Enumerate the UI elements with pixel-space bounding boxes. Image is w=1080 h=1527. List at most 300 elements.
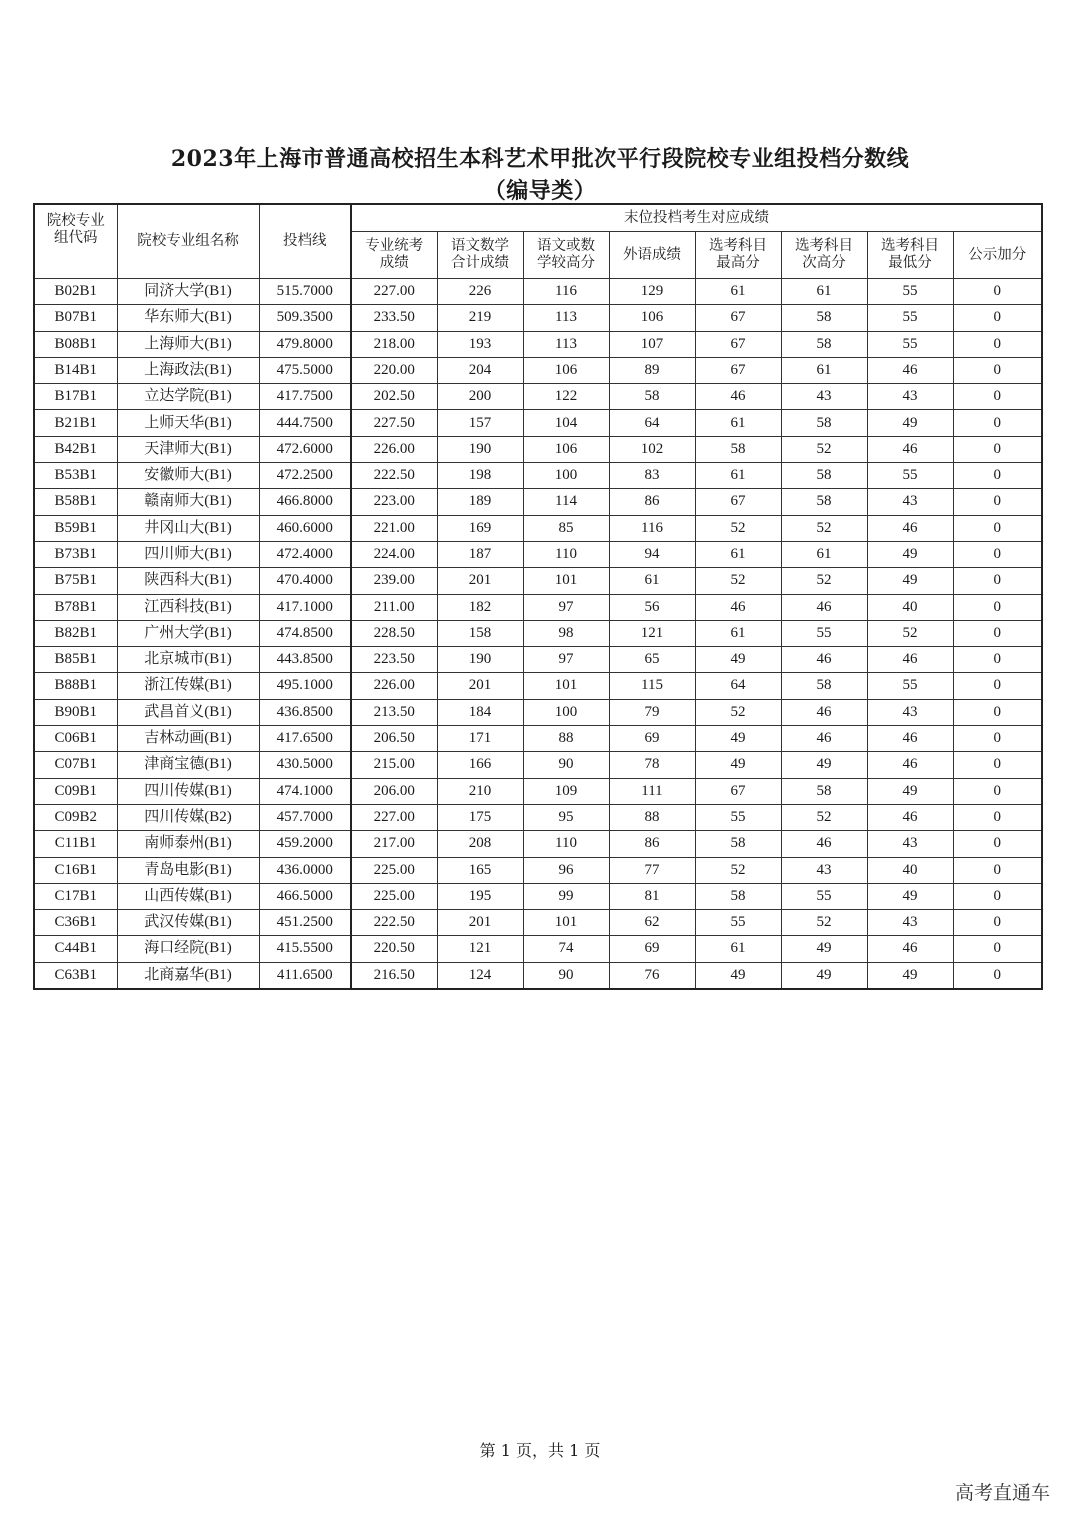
table-cell: 225.00 (351, 883, 437, 909)
table-cell: 52 (781, 515, 867, 541)
table-cell: 0 (953, 883, 1042, 909)
table-cell: 417.6500 (259, 726, 351, 752)
table-cell: 221.00 (351, 515, 437, 541)
table-cell: 0 (953, 410, 1042, 436)
table-cell: 88 (609, 804, 695, 830)
table-cell: 58 (781, 778, 867, 804)
table-cell: 46 (781, 647, 867, 673)
table-cell: 67 (695, 305, 781, 331)
table-cell: 67 (695, 778, 781, 804)
table-cell: 52 (695, 515, 781, 541)
table-cell: 46 (695, 384, 781, 410)
table-cell: 四川传媒(B2) (117, 804, 259, 830)
table-cell: 121 (609, 620, 695, 646)
table-cell: 49 (781, 962, 867, 989)
table-cell: C17B1 (34, 883, 117, 909)
table-cell: 111 (609, 778, 695, 804)
table-cell: 201 (437, 673, 523, 699)
table-cell: 495.1000 (259, 673, 351, 699)
table-cell: 239.00 (351, 568, 437, 594)
table-cell: 104 (523, 410, 609, 436)
header-code: 院校专业 组代码 (34, 204, 117, 279)
table-cell: 40 (867, 857, 953, 883)
table-cell: 77 (609, 857, 695, 883)
table-cell: 165 (437, 857, 523, 883)
table-cell: 95 (523, 804, 609, 830)
table-cell: 0 (953, 647, 1042, 673)
table-cell: 451.2500 (259, 910, 351, 936)
table-cell: 217.00 (351, 831, 437, 857)
table-cell: 0 (953, 436, 1042, 462)
table-cell: 61 (609, 568, 695, 594)
table-row (34, 752, 1042, 778)
table-cell: C44B1 (34, 936, 117, 962)
table-cell: 436.0000 (259, 857, 351, 883)
page-subtitle: （编导类） (483, 178, 597, 204)
table-cell: 0 (953, 568, 1042, 594)
table-cell: 90 (523, 962, 609, 989)
table-cell: 225.00 (351, 857, 437, 883)
table-cell: 0 (953, 804, 1042, 830)
table-cell: 190 (437, 436, 523, 462)
table-cell: 121 (437, 936, 523, 962)
table-cell: 52 (695, 699, 781, 725)
table-cell: 61 (695, 620, 781, 646)
table-cell: 171 (437, 726, 523, 752)
table-cell: 0 (953, 357, 1042, 383)
table-cell: B82B1 (34, 620, 117, 646)
table-cell: 79 (609, 699, 695, 725)
table-cell: 76 (609, 962, 695, 989)
table-row (34, 541, 1042, 567)
table-cell: 58 (695, 831, 781, 857)
table-cell: 61 (781, 279, 867, 305)
page-footer: 第 1 页，共 1 页 (479, 1441, 601, 1460)
table-cell: 67 (695, 331, 781, 357)
table-cell: 157 (437, 410, 523, 436)
table-cell: 169 (437, 515, 523, 541)
table-cell: 46 (695, 594, 781, 620)
table-cell: 206.50 (351, 726, 437, 752)
table-cell: C09B2 (34, 804, 117, 830)
table-cell: 46 (867, 752, 953, 778)
table-cell: 226.00 (351, 436, 437, 462)
table-row (34, 857, 1042, 883)
table-cell: 55 (867, 463, 953, 489)
table-cell: 474.8500 (259, 620, 351, 646)
table-cell: 219 (437, 305, 523, 331)
table-cell: 上海师大(B1) (117, 331, 259, 357)
table-cell: 61 (695, 279, 781, 305)
table-cell: 61 (695, 463, 781, 489)
table-row (34, 620, 1042, 646)
table-cell: 220.00 (351, 357, 437, 383)
table-cell: 227.00 (351, 804, 437, 830)
table-row (34, 831, 1042, 857)
table-cell: 201 (437, 910, 523, 936)
table-cell: 山西传媒(B1) (117, 883, 259, 909)
table-cell: 立达学院(B1) (117, 384, 259, 410)
table-cell: 46 (867, 936, 953, 962)
table-cell: 43 (867, 489, 953, 515)
table-cell: 466.5000 (259, 883, 351, 909)
table-cell: 赣南师大(B1) (117, 489, 259, 515)
table-cell: 74 (523, 936, 609, 962)
table-cell: 198 (437, 463, 523, 489)
table-cell: B59B1 (34, 515, 117, 541)
table-cell: 113 (523, 331, 609, 357)
table-cell: 0 (953, 620, 1042, 646)
table-cell: 49 (695, 962, 781, 989)
table-cell: 0 (953, 962, 1042, 989)
table-cell: 202.50 (351, 384, 437, 410)
table-cell: B07B1 (34, 305, 117, 331)
table-cell: 115 (609, 673, 695, 699)
subheader-2: 语文或数 学较高分 (523, 232, 609, 279)
table-cell: 515.7000 (259, 279, 351, 305)
table-cell: 华东师大(B1) (117, 305, 259, 331)
table-row (34, 699, 1042, 725)
table-cell: 46 (867, 647, 953, 673)
table-cell: B90B1 (34, 699, 117, 725)
table-cell: 218.00 (351, 331, 437, 357)
table-cell: 58 (609, 384, 695, 410)
table-cell: 227.50 (351, 410, 437, 436)
subheader-1: 语文数学 合计成绩 (437, 232, 523, 279)
table-cell: 天津师大(B1) (117, 436, 259, 462)
table-cell: 101 (523, 568, 609, 594)
table-cell: 58 (781, 410, 867, 436)
table-cell: 43 (867, 384, 953, 410)
table-cell: 青岛电影(B1) (117, 857, 259, 883)
table-cell: 52 (695, 857, 781, 883)
table-cell: 116 (609, 515, 695, 541)
table-cell: 475.5000 (259, 357, 351, 383)
table-cell: 113 (523, 305, 609, 331)
table-cell: 江西科技(B1) (117, 594, 259, 620)
table-cell: 216.50 (351, 962, 437, 989)
table-cell: 206.00 (351, 778, 437, 804)
brand-watermark: 高考直通车 (954, 1482, 1050, 1504)
table-cell: B42B1 (34, 436, 117, 462)
table-cell: 100 (523, 699, 609, 725)
table-cell: 61 (781, 541, 867, 567)
table-cell: 97 (523, 594, 609, 620)
subheader-5: 选考科目 次高分 (781, 232, 867, 279)
table-cell: 49 (867, 778, 953, 804)
table-cell: 124 (437, 962, 523, 989)
subheader-7: 公示加分 (953, 232, 1042, 279)
table-row (34, 384, 1042, 410)
table-cell: 78 (609, 752, 695, 778)
table-cell: 津商宝德(B1) (117, 752, 259, 778)
table-cell: 417.1000 (259, 594, 351, 620)
table-cell: 61 (695, 936, 781, 962)
table-cell: 417.7500 (259, 384, 351, 410)
table-cell: 55 (695, 910, 781, 936)
table-row (34, 778, 1042, 804)
table-cell: 96 (523, 857, 609, 883)
table-cell: 472.4000 (259, 541, 351, 567)
table-cell: 106 (609, 305, 695, 331)
table-row (34, 647, 1042, 673)
table-cell: 107 (609, 331, 695, 357)
table-cell: 457.7000 (259, 804, 351, 830)
table-cell: 浙江传媒(B1) (117, 673, 259, 699)
table-cell: 0 (953, 384, 1042, 410)
table-cell: 189 (437, 489, 523, 515)
table-cell: 43 (781, 384, 867, 410)
table-cell: C09B1 (34, 778, 117, 804)
table-cell: 海口经院(B1) (117, 936, 259, 962)
table-cell: 52 (781, 568, 867, 594)
table-cell: 227.00 (351, 279, 437, 305)
table-cell: C07B1 (34, 752, 117, 778)
table-row (34, 331, 1042, 357)
table-cell: 49 (867, 962, 953, 989)
table-row (34, 962, 1042, 989)
table-cell: 226 (437, 279, 523, 305)
table-cell: B78B1 (34, 594, 117, 620)
table-cell: 193 (437, 331, 523, 357)
table-cell: 466.8000 (259, 489, 351, 515)
table-cell: 58 (781, 489, 867, 515)
table-cell: 102 (609, 436, 695, 462)
table-cell: 97 (523, 647, 609, 673)
table-cell: 49 (781, 752, 867, 778)
page-title: 2023年上海市普通高校招生本科艺术甲批次平行段院校专业组投档分数线 (170, 146, 910, 172)
table-cell: 101 (523, 673, 609, 699)
table-cell: 175 (437, 804, 523, 830)
table-cell: 222.50 (351, 463, 437, 489)
table-cell: 116 (523, 279, 609, 305)
table-cell: 213.50 (351, 699, 437, 725)
header-name: 院校专业组名称 (117, 204, 259, 279)
table-cell: 46 (781, 726, 867, 752)
table-cell: 四川师大(B1) (117, 541, 259, 567)
table-cell: 129 (609, 279, 695, 305)
table-cell: 北商嘉华(B1) (117, 962, 259, 989)
table-cell: 223.00 (351, 489, 437, 515)
table-cell: 52 (781, 804, 867, 830)
table-cell: 99 (523, 883, 609, 909)
table-cell: 459.2000 (259, 831, 351, 857)
table-cell: 0 (953, 726, 1042, 752)
table-cell: B73B1 (34, 541, 117, 567)
table-cell: 106 (523, 357, 609, 383)
table-cell: C16B1 (34, 857, 117, 883)
table-cell: 0 (953, 752, 1042, 778)
table-cell: B53B1 (34, 463, 117, 489)
table-cell: 110 (523, 831, 609, 857)
table-cell: 四川传媒(B1) (117, 778, 259, 804)
subheader-6: 选考科目 最低分 (867, 232, 953, 279)
table-cell: 49 (695, 647, 781, 673)
table-cell: 85 (523, 515, 609, 541)
table-cell: 49 (695, 726, 781, 752)
table-cell: 444.7500 (259, 410, 351, 436)
table-cell: B88B1 (34, 673, 117, 699)
table-cell: 南师泰州(B1) (117, 831, 259, 857)
table-cell: 0 (953, 910, 1042, 936)
table-cell: 46 (781, 831, 867, 857)
table-row (34, 673, 1042, 699)
table-cell: 182 (437, 594, 523, 620)
table-cell: 190 (437, 647, 523, 673)
table-cell: 509.3500 (259, 305, 351, 331)
table-cell: 52 (695, 568, 781, 594)
table-cell: 89 (609, 357, 695, 383)
table-cell: 55 (781, 883, 867, 909)
table-cell: 86 (609, 489, 695, 515)
table-cell: 474.1000 (259, 778, 351, 804)
table-cell: 49 (695, 752, 781, 778)
table-cell: 广州大学(B1) (117, 620, 259, 646)
table-cell: 215.00 (351, 752, 437, 778)
table-cell: 208 (437, 831, 523, 857)
table-cell: B02B1 (34, 279, 117, 305)
table-cell: B21B1 (34, 410, 117, 436)
table-cell: 0 (953, 489, 1042, 515)
table-cell: 58 (695, 883, 781, 909)
table-cell: 166 (437, 752, 523, 778)
table-row (34, 489, 1042, 515)
table-cell: 106 (523, 436, 609, 462)
table-cell: 67 (695, 357, 781, 383)
table-cell: 0 (953, 936, 1042, 962)
table-cell: C11B1 (34, 831, 117, 857)
table-cell: 86 (609, 831, 695, 857)
table-cell: 472.2500 (259, 463, 351, 489)
table-cell: 223.50 (351, 647, 437, 673)
table-cell: C06B1 (34, 726, 117, 752)
table-row (34, 279, 1042, 305)
table-row (34, 804, 1042, 830)
table-cell: 0 (953, 857, 1042, 883)
table-cell: 58 (695, 436, 781, 462)
table-row (34, 463, 1042, 489)
table-row (34, 515, 1042, 541)
table-cell: B85B1 (34, 647, 117, 673)
table-row (34, 410, 1042, 436)
table-cell: 49 (867, 410, 953, 436)
table-cell: 101 (523, 910, 609, 936)
table-cell: 201 (437, 568, 523, 594)
table-cell: 114 (523, 489, 609, 515)
table-cell: 46 (867, 357, 953, 383)
table-cell: 228.50 (351, 620, 437, 646)
table-cell: 43 (781, 857, 867, 883)
table-cell: 470.4000 (259, 568, 351, 594)
table-cell: 40 (867, 594, 953, 620)
table-cell: 158 (437, 620, 523, 646)
table-cell: 94 (609, 541, 695, 567)
table-cell: 安徽师大(B1) (117, 463, 259, 489)
table-cell: 69 (609, 936, 695, 962)
table-cell: 430.5000 (259, 752, 351, 778)
subheader-0: 专业统考 成绩 (351, 232, 437, 279)
table-cell: C63B1 (34, 962, 117, 989)
table-cell: 200 (437, 384, 523, 410)
table-cell: 49 (781, 936, 867, 962)
table-row (34, 726, 1042, 752)
table-cell: 220.50 (351, 936, 437, 962)
table-cell: 0 (953, 305, 1042, 331)
table-cell: 52 (867, 620, 953, 646)
table-cell: 55 (695, 804, 781, 830)
table-cell: 415.5500 (259, 936, 351, 962)
table-cell: 98 (523, 620, 609, 646)
table-cell: 43 (867, 699, 953, 725)
table-cell: 460.6000 (259, 515, 351, 541)
table-cell: 58 (781, 463, 867, 489)
table-cell: 64 (695, 673, 781, 699)
table-cell: 0 (953, 699, 1042, 725)
table-cell: 46 (867, 515, 953, 541)
table-cell: 0 (953, 673, 1042, 699)
table-cell: 195 (437, 883, 523, 909)
table-cell: 武汉传媒(B1) (117, 910, 259, 936)
table-row (34, 883, 1042, 909)
table-cell: 100 (523, 463, 609, 489)
table-cell: 90 (523, 752, 609, 778)
table-cell: 81 (609, 883, 695, 909)
table-cell: 43 (867, 910, 953, 936)
table-cell: 224.00 (351, 541, 437, 567)
table-cell: 46 (867, 726, 953, 752)
table-cell: 陕西科大(B1) (117, 568, 259, 594)
table-cell: 49 (867, 883, 953, 909)
table-cell: 0 (953, 331, 1042, 357)
table-cell: 55 (867, 331, 953, 357)
table-cell: 46 (781, 699, 867, 725)
header-group: 末位投档考生对应成绩 (351, 204, 1042, 232)
table-cell: 井冈山大(B1) (117, 515, 259, 541)
table-cell: 0 (953, 594, 1042, 620)
table-cell: 65 (609, 647, 695, 673)
table-cell: 43 (867, 831, 953, 857)
table-row (34, 568, 1042, 594)
table-cell: 122 (523, 384, 609, 410)
table-cell: 上师天华(B1) (117, 410, 259, 436)
table-cell: 0 (953, 778, 1042, 804)
table-cell: 北京城市(B1) (117, 647, 259, 673)
table-cell: 204 (437, 357, 523, 383)
table-row (34, 936, 1042, 962)
table-cell: 58 (781, 331, 867, 357)
table-cell: 46 (867, 436, 953, 462)
table-cell: 52 (781, 910, 867, 936)
table-cell: C36B1 (34, 910, 117, 936)
table-cell: B58B1 (34, 489, 117, 515)
table-cell: 436.8500 (259, 699, 351, 725)
table-cell: 69 (609, 726, 695, 752)
table-cell: B08B1 (34, 331, 117, 357)
table-row (34, 436, 1042, 462)
table-cell: 0 (953, 279, 1042, 305)
table-cell: 233.50 (351, 305, 437, 331)
table-cell: 58 (781, 305, 867, 331)
table-cell: 55 (867, 279, 953, 305)
table-cell: 222.50 (351, 910, 437, 936)
table-cell: B75B1 (34, 568, 117, 594)
table-cell: 55 (781, 620, 867, 646)
table-cell: 64 (609, 410, 695, 436)
subheader-3: 外语成绩 (609, 232, 695, 279)
table-row (34, 357, 1042, 383)
table-cell: 武昌首义(B1) (117, 699, 259, 725)
header-score: 投档线 (259, 204, 351, 279)
